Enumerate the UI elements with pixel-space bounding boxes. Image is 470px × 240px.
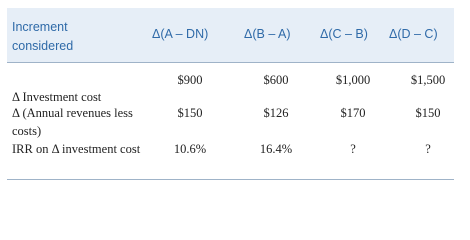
header-increment-considered: Increment considered <box>12 20 74 53</box>
cell-revenues-d-c: $150 <box>415 106 441 120</box>
cell-irr-a-dn: 10.6% <box>173 142 207 156</box>
header-b-a: Δ(B – A) <box>244 27 291 41</box>
cell-irr-c-b: ? <box>350 142 356 156</box>
increment-table <box>7 8 454 180</box>
cell-irr-d-c: ? <box>425 142 431 156</box>
cell-irr-b-a: 16.4% <box>259 142 293 156</box>
footer-rule <box>7 179 454 180</box>
table-header <box>7 8 454 62</box>
row-label-investment-cost: Δ Investment cost <box>12 90 102 104</box>
header-a-dn: Δ(A – DN) <box>152 27 209 41</box>
header-c-b: Δ(C – B) <box>320 27 368 41</box>
cell-revenues-a-dn: $150 <box>177 106 203 120</box>
row-label-irr: IRR on Δ investment cost <box>12 142 141 156</box>
cell-investment-c-b: $1,000 <box>335 73 371 87</box>
header-rule <box>7 62 454 63</box>
header-d-c: Δ(D – C) <box>389 27 438 41</box>
cell-revenues-b-a: $126 <box>263 106 289 120</box>
cell-revenues-c-b: $170 <box>340 106 366 120</box>
cell-investment-a-dn: $900 <box>177 73 203 87</box>
cell-investment-b-a: $600 <box>263 73 289 87</box>
cell-investment-d-c: $1,500 <box>410 73 446 87</box>
row-label-annual-revenues: Δ (Annual revenues less costs) <box>12 106 133 138</box>
